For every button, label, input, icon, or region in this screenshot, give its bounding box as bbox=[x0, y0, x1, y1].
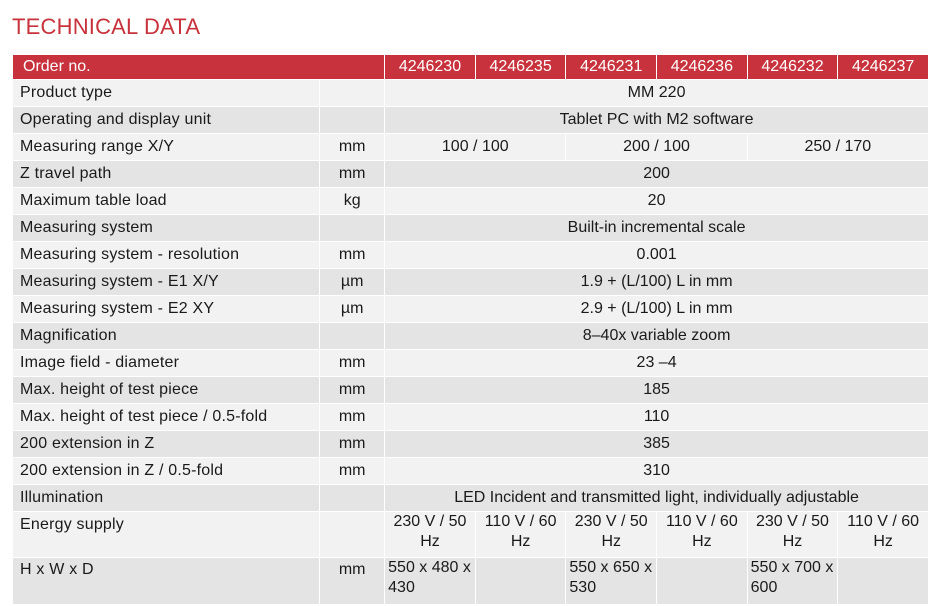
row-value: 20 bbox=[384, 188, 928, 215]
row-label: Energy supply bbox=[12, 512, 319, 558]
row-value: 110 V / 60 Hz bbox=[656, 512, 747, 558]
table-row bbox=[12, 404, 928, 431]
row-unit: µm bbox=[319, 269, 384, 296]
row-value: 250 / 170 bbox=[747, 134, 928, 161]
table-row bbox=[12, 323, 928, 350]
row-label: Maximum table load bbox=[12, 188, 319, 215]
row-value: 200 / 100 bbox=[565, 134, 746, 161]
row-value: 100 / 100 bbox=[384, 134, 565, 161]
table-row-dimensions bbox=[12, 558, 928, 605]
row-label: Measuring range X/Y bbox=[12, 134, 319, 161]
table-row bbox=[12, 350, 928, 377]
page-title: TECHNICAL DATA bbox=[12, 14, 201, 39]
order-number: 4246235 bbox=[475, 55, 566, 80]
row-unit: mm bbox=[319, 377, 384, 404]
row-value: 110 V / 60 Hz bbox=[475, 512, 566, 558]
order-no-label: Order no. bbox=[12, 55, 384, 80]
row-label: Measuring system - resolution bbox=[12, 242, 319, 269]
row-value: 200 bbox=[384, 161, 928, 188]
row-value: 2.9 + (L/100) L in mm bbox=[384, 296, 928, 323]
row-value: Built-in incremental scale bbox=[384, 215, 928, 242]
row-unit: kg bbox=[319, 188, 384, 215]
row-value: 230 V / 50 Hz bbox=[565, 512, 656, 558]
table-row bbox=[12, 458, 928, 485]
row-value: 310 bbox=[384, 458, 928, 485]
row-label: Magnification bbox=[12, 323, 319, 350]
header-row bbox=[12, 55, 928, 80]
row-value: LED Incident and transmitted light, individually adjustable bbox=[384, 485, 928, 512]
row-value: 0.001 bbox=[384, 242, 928, 269]
order-number: 4246230 bbox=[384, 55, 475, 80]
row-unit bbox=[319, 107, 384, 134]
row-unit: mm bbox=[319, 161, 384, 188]
row-unit: mm bbox=[319, 458, 384, 485]
row-label: Measuring system - E1 X/Y bbox=[12, 269, 319, 296]
row-unit: mm bbox=[319, 558, 384, 605]
table-row bbox=[12, 107, 928, 134]
row-label: H x W x D bbox=[12, 558, 319, 605]
row-unit: mm bbox=[319, 404, 384, 431]
table-row bbox=[12, 485, 928, 512]
table-row bbox=[12, 242, 928, 269]
row-unit: mm bbox=[319, 134, 384, 161]
row-unit: mm bbox=[319, 242, 384, 269]
row-label: Max. height of test piece / 0.5-fold bbox=[12, 404, 319, 431]
table-row bbox=[12, 134, 928, 161]
row-value: 550 x 480 x 430 bbox=[384, 558, 475, 605]
row-value: 1.9 + (L/100) L in mm bbox=[384, 269, 928, 296]
row-label: Measuring system - E2 XY bbox=[12, 296, 319, 323]
row-unit bbox=[319, 512, 384, 558]
row-unit: mm bbox=[319, 431, 384, 458]
row-label: Z travel path bbox=[12, 161, 319, 188]
row-label: Operating and display unit bbox=[12, 107, 319, 134]
row-unit: µm bbox=[319, 296, 384, 323]
technical-data-table bbox=[12, 55, 928, 605]
row-value bbox=[656, 558, 747, 605]
row-value: MM 220 bbox=[384, 80, 928, 107]
row-value: 550 x 650 x 530 bbox=[565, 558, 656, 605]
row-label: Product type bbox=[12, 80, 319, 107]
row-value: 110 bbox=[384, 404, 928, 431]
row-value: 550 x 700 x 600 bbox=[747, 558, 838, 605]
row-unit bbox=[319, 485, 384, 512]
table-row bbox=[12, 296, 928, 323]
table-row bbox=[12, 215, 928, 242]
row-unit bbox=[319, 323, 384, 350]
row-value: 8–40x variable zoom bbox=[384, 323, 928, 350]
row-label: 200 extension in Z / 0.5-fold bbox=[12, 458, 319, 485]
row-value: 230 V / 50 Hz bbox=[747, 512, 838, 558]
row-label: Image field - diameter bbox=[12, 350, 319, 377]
row-value bbox=[837, 558, 928, 605]
order-number: 4246237 bbox=[837, 55, 928, 80]
table-row bbox=[12, 269, 928, 296]
order-number: 4246236 bbox=[656, 55, 747, 80]
table-row bbox=[12, 161, 928, 188]
row-value bbox=[475, 558, 566, 605]
table-row bbox=[12, 431, 928, 458]
row-value: 385 bbox=[384, 431, 928, 458]
row-unit bbox=[319, 215, 384, 242]
row-label: Max. height of test piece bbox=[12, 377, 319, 404]
table-row bbox=[12, 188, 928, 215]
row-label: 200 extension in Z bbox=[12, 431, 319, 458]
row-label: Measuring system bbox=[12, 215, 319, 242]
order-number: 4246231 bbox=[565, 55, 656, 80]
table-row-energy-supply bbox=[12, 512, 928, 558]
row-label: Illumination bbox=[12, 485, 319, 512]
table-row bbox=[12, 80, 928, 107]
table-row bbox=[12, 377, 928, 404]
row-value: Tablet PC with M2 software bbox=[384, 107, 928, 134]
row-value: 185 bbox=[384, 377, 928, 404]
row-value: 23 –4 bbox=[384, 350, 928, 377]
row-value: 230 V / 50 Hz bbox=[384, 512, 475, 558]
row-unit bbox=[319, 80, 384, 107]
row-value: 110 V / 60 Hz bbox=[837, 512, 928, 558]
row-unit: mm bbox=[319, 350, 384, 377]
order-number: 4246232 bbox=[747, 55, 838, 80]
